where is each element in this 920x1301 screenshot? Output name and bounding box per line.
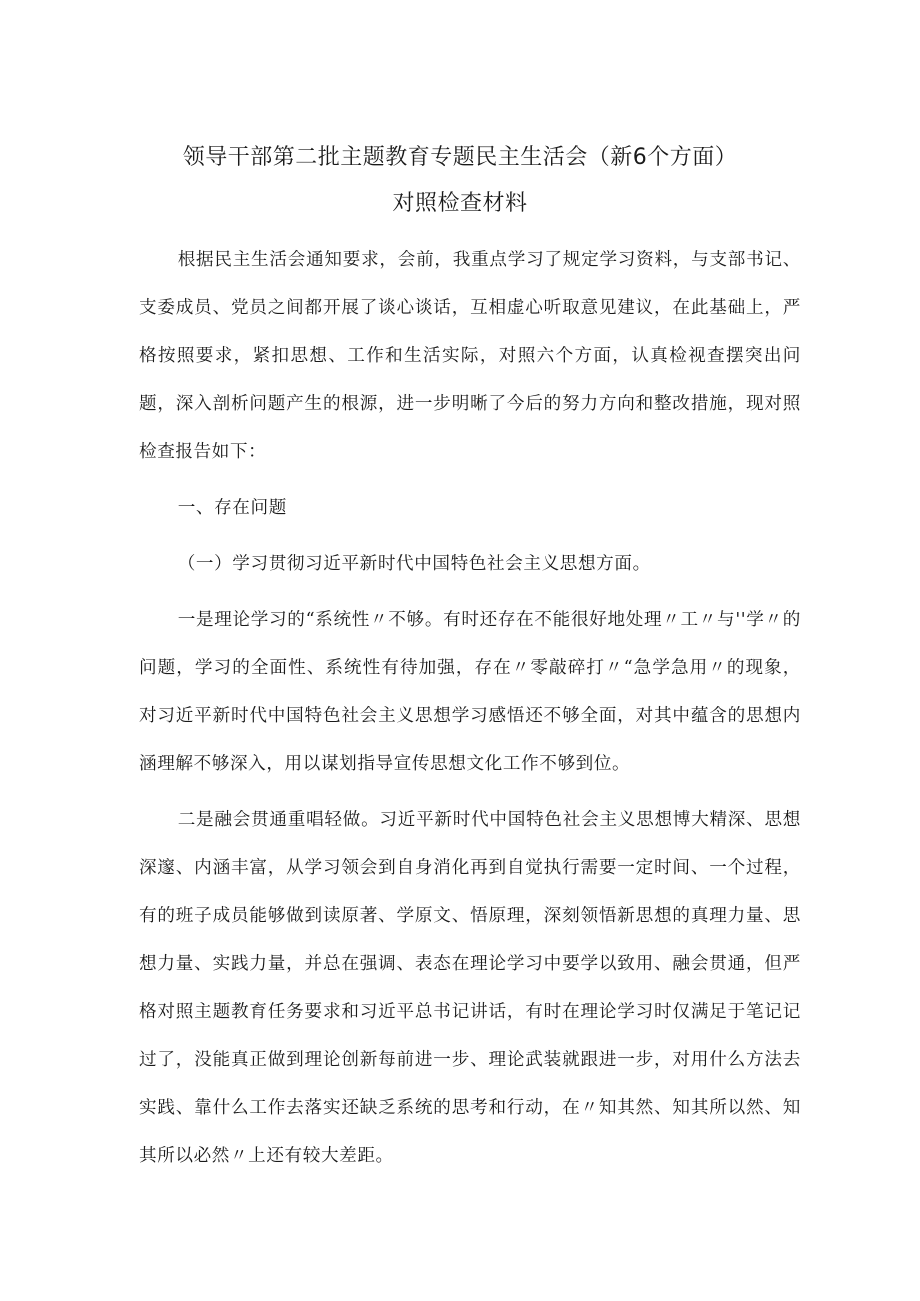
body-paragraph: 一是理论学习的“系统性〃不够。有时还存在不能很好地处理〃工〃与''学〃的问题，学习的全面性、系统性有待加强，存在〃零敲碎打〃“急学急用〃的现象，对习近平新时代中国特色社会主义思想学习感悟还不够全面，对其中蕴含的思想内涵理解不够深入，用以谋划指导宣传思想文化工作不够到位。 [139,610,801,774]
document-body [139,236,801,1188]
section-heading: 一、存在问题 [177,498,287,518]
document-subtitle: 对照检查材料 [392,191,528,216]
document-title: 领导干部第二批主题教育专题民主生活会（新6个方面） [182,145,738,170]
body-paragraph: 二是融会贯通重唱轻做。习近平新时代中国特色社会主义思想博大精深、思想深邃、内涵丰富，从学习领会到自身消化再到自觉执行需要一定时间、一个过程，有的班子成员能够做到读原著、学原文、悟原理，深刻领悟新思想的真理力量、思想力量、实践力量，并总在强调、表态在理论学习中要学以致用、融会贯通，但严格对照主题教育任务要求和习近平总书记讲话，有时在理论学习时仅满足于笔记记过了，没能真正做到理论创新每前进一步、理论武装就跟进一步，对用什么方法去实践、靠什么工作去落实还缺乏系统的思考和行动，在〃知其然、知其所以然、知其所以必然〃上还有较大差距。 [139,810,801,1166]
subsection-heading: （一）学习贯彻习近平新时代中国特色社会主义思想方面。 [177,554,651,574]
intro-paragraph: 根据民主生活会通知要求，会前，我重点学习了规定学习资料，与支部书记、支委成员、党员之间都开展了谈心谈话，互相虚心听取意见建议，在此基础上，严格按照要求，紧扣思想、工作和生活实际，对照六个方面，认真检视查摆突出问题，深入剖析问题产生的根源，进一步明晰了今后的努力方向和整改措施，现对照检查报告如下： [139,250,801,462]
